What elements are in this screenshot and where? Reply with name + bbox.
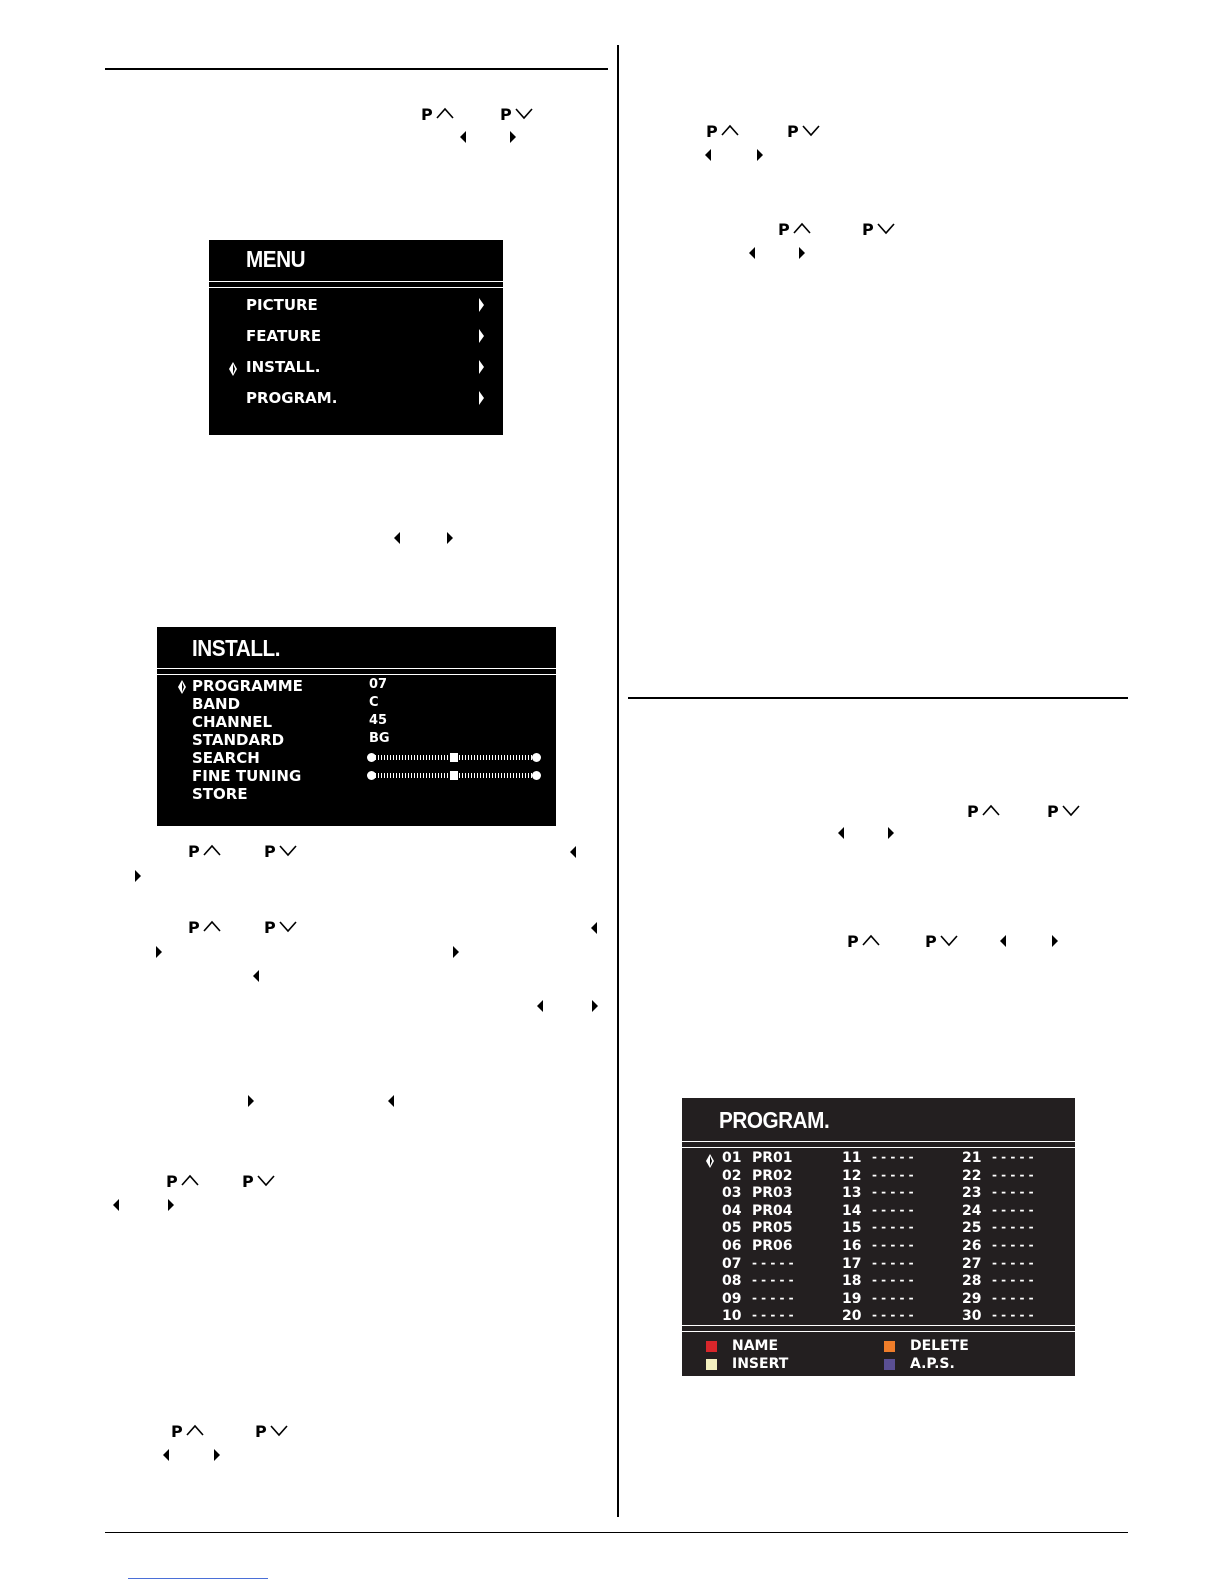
program-number: 11 [842, 1150, 862, 1166]
install-value: 45 [369, 713, 388, 728]
chevron-down-icon [257, 1173, 275, 1187]
color-key-swatch [884, 1359, 895, 1370]
program-number: 22 [962, 1167, 982, 1184]
chevron-up-icon [203, 843, 221, 857]
p-up-key [778, 221, 811, 239]
menu-item-picture[interactable]: PICTURE [246, 296, 318, 314]
program-name[interactable]: - - - - - [752, 1290, 794, 1305]
color-key-swatch [706, 1341, 717, 1352]
menu-item-program[interactable]: PROGRAM. [246, 389, 338, 407]
right-arrow-icon [510, 131, 516, 143]
legend-aps: A.P.S. [910, 1356, 955, 1372]
install-row-fine-tuning[interactable]: FINE TUNING [192, 767, 302, 785]
p-key-label: P [264, 842, 276, 861]
program-legend-divider [682, 1325, 1075, 1332]
program-number: 13 [842, 1185, 862, 1202]
left-arrow-icon [460, 131, 466, 143]
program-name[interactable]: - - - - - [872, 1308, 914, 1323]
p-key-label: P [925, 932, 937, 951]
chevron-up-icon [203, 919, 221, 933]
footer-link-underline [128, 1578, 268, 1579]
chevron-down-icon [515, 106, 533, 120]
program-number: 06 [722, 1238, 742, 1254]
legend-name: NAME [732, 1338, 779, 1354]
install-row-channel[interactable]: CHANNEL [192, 713, 273, 731]
program-name[interactable]: - - - - - [752, 1308, 794, 1323]
left-arrow-icon [253, 970, 259, 982]
program-number: 25 [962, 1220, 982, 1237]
program-name[interactable]: - - - - - [872, 1290, 914, 1305]
chevron-up-icon [186, 1423, 204, 1437]
p-down-key [862, 221, 895, 239]
submenu-arrow-icon [479, 329, 484, 343]
p-down-key [264, 919, 297, 937]
right-section-rule [628, 697, 1128, 699]
p-up-key [166, 1173, 199, 1191]
p-key-label: P [862, 220, 874, 239]
install-value: 07 [369, 677, 388, 692]
program-name[interactable]: PR01 [752, 1150, 793, 1166]
p-down-key [925, 933, 958, 951]
right-arrow-icon [214, 1449, 220, 1461]
selection-cursor-icon [706, 1153, 714, 1167]
program-number: 19 [842, 1290, 862, 1307]
menu-title-divider [209, 281, 503, 288]
install-osd [157, 627, 556, 826]
p-up-key [706, 123, 739, 141]
selection-cursor-icon [178, 679, 186, 693]
chevron-down-icon [1062, 803, 1080, 817]
legend-delete: DELETE [910, 1338, 969, 1354]
chevron-up-icon [436, 106, 454, 120]
program-number: 29 [962, 1290, 982, 1307]
program-number: 12 [842, 1167, 862, 1184]
program-number: 24 [962, 1202, 982, 1219]
program-number: 16 [842, 1238, 862, 1254]
p-key-label: P [242, 1172, 254, 1191]
program-number: 04 [722, 1202, 742, 1219]
program-name[interactable]: - - - - - [872, 1273, 914, 1288]
program-name[interactable]: - - - - - [872, 1185, 914, 1200]
program-name[interactable]: PR03 [752, 1185, 793, 1202]
chevron-up-icon [982, 803, 1000, 817]
program-number: 30 [962, 1308, 982, 1325]
program-number: 28 [962, 1273, 982, 1290]
left-arrow-icon [838, 827, 844, 839]
program-name[interactable]: - - - - - [752, 1273, 794, 1288]
bottom-rule [105, 1532, 1128, 1533]
column-divider [617, 45, 619, 1517]
program-name[interactable]: - - - - - [872, 1220, 914, 1235]
submenu-arrow-icon [479, 360, 484, 374]
right-arrow-icon [156, 946, 162, 958]
program-osd [682, 1098, 1075, 1376]
p-down-key [1047, 803, 1080, 821]
p-key-label: P [255, 1422, 267, 1441]
program-name[interactable]: PR04 [752, 1202, 793, 1219]
left-arrow-icon [591, 922, 597, 934]
top-left-rule [105, 68, 608, 70]
chevron-down-icon [279, 843, 297, 857]
program-number: 05 [722, 1220, 742, 1237]
fine-tuning-slider[interactable] [367, 771, 541, 780]
program-name[interactable]: - - - - - [992, 1238, 1034, 1252]
program-name[interactable]: - - - - - [992, 1308, 1034, 1323]
program-number: 23 [962, 1185, 982, 1202]
program-name[interactable]: PR06 [752, 1238, 793, 1254]
slider-knob[interactable] [449, 752, 459, 763]
program-number: 08 [722, 1273, 742, 1290]
p-up-key [847, 933, 880, 951]
program-title: PROGRAM. [719, 1107, 830, 1133]
program-number: 21 [962, 1150, 982, 1166]
install-row-band[interactable]: BAND [192, 695, 241, 713]
menu-item-feature[interactable]: FEATURE [246, 327, 322, 345]
p-key-label: P [188, 918, 200, 937]
p-key-label: P [967, 802, 979, 821]
legend-insert: INSERT [732, 1356, 789, 1372]
chevron-down-icon [802, 123, 820, 137]
left-arrow-icon [113, 1199, 119, 1211]
right-arrow-icon [447, 532, 453, 544]
right-arrow-icon [453, 946, 459, 958]
right-arrow-icon [1052, 935, 1058, 947]
submenu-arrow-icon [479, 298, 484, 312]
p-key-label: P [421, 105, 433, 124]
program-number: 14 [842, 1202, 862, 1219]
program-number: 07 [722, 1255, 742, 1272]
right-arrow-icon [592, 1000, 598, 1012]
p-down-key [255, 1423, 288, 1441]
chevron-down-icon [279, 919, 297, 933]
program-name[interactable]: - - - - - [992, 1273, 1034, 1288]
left-arrow-icon [537, 1000, 543, 1012]
menu-osd [209, 240, 503, 435]
p-key-label: P [166, 1172, 178, 1191]
p-up-key [171, 1423, 204, 1441]
program-number: 01 [722, 1150, 742, 1166]
left-arrow-icon [705, 149, 711, 161]
program-name[interactable]: - - - - - [992, 1185, 1034, 1200]
right-arrow-icon [888, 827, 894, 839]
install-value: C [369, 695, 379, 710]
program-name[interactable]: - - - - - [992, 1202, 1034, 1217]
program-name[interactable]: - - - - - [872, 1202, 914, 1217]
selection-cursor-icon [229, 361, 237, 375]
install-row-store[interactable]: STORE [192, 785, 248, 803]
install-row-programme[interactable]: PROGRAMME [192, 677, 303, 695]
program-name[interactable]: - - - - - [992, 1255, 1034, 1270]
slider-minus-icon [367, 771, 376, 780]
p-key-label: P [1047, 802, 1059, 821]
right-arrow-icon [135, 870, 141, 882]
p-key-label: P [264, 918, 276, 937]
program-number: 09 [722, 1290, 742, 1307]
program-name[interactable]: - - - - - [992, 1290, 1034, 1305]
program-name[interactable]: - - - - - [752, 1255, 794, 1270]
chevron-down-icon [877, 221, 895, 235]
right-arrow-icon [248, 1095, 254, 1107]
left-arrow-icon [570, 846, 576, 858]
right-arrow-icon [168, 1199, 174, 1211]
program-name[interactable]: PR02 [752, 1167, 793, 1184]
chevron-up-icon [793, 221, 811, 235]
program-name[interactable]: - - - - - [872, 1238, 914, 1252]
p-key-label: P [787, 122, 799, 141]
p-up-key [967, 803, 1000, 821]
menu-item-install[interactable]: INSTALL. [246, 358, 321, 376]
chevron-up-icon [721, 123, 739, 137]
left-arrow-icon [163, 1449, 169, 1461]
left-arrow-icon [1000, 935, 1006, 947]
program-number: 10 [722, 1308, 742, 1325]
right-arrow-icon [799, 247, 805, 259]
slider-plus-icon [532, 771, 541, 780]
p-key-label: P [500, 105, 512, 124]
p-down-key [500, 106, 533, 124]
p-key-label: P [847, 932, 859, 951]
p-down-key [787, 123, 820, 141]
program-title-divider [682, 1141, 1075, 1148]
p-up-key [188, 843, 221, 861]
left-arrow-icon [394, 532, 400, 544]
chevron-up-icon [181, 1173, 199, 1187]
program-name[interactable]: PR05 [752, 1220, 793, 1237]
program-number: 02 [722, 1167, 742, 1184]
program-name[interactable]: - - - - - [872, 1150, 914, 1164]
right-arrow-icon [757, 149, 763, 161]
p-up-key [188, 919, 221, 937]
p-key-label: P [171, 1422, 183, 1441]
program-name[interactable]: - - - - - [872, 1167, 914, 1182]
program-name[interactable]: - - - - - [872, 1255, 914, 1270]
program-number: 18 [842, 1273, 862, 1290]
menu-title: MENU [246, 246, 306, 272]
search-slider[interactable] [367, 753, 541, 762]
install-title: INSTALL. [192, 635, 281, 661]
left-arrow-icon [388, 1095, 394, 1107]
program-name[interactable]: - - - - - [992, 1167, 1034, 1182]
slider-knob[interactable] [449, 770, 459, 781]
slider-plus-icon [532, 753, 541, 762]
program-name[interactable]: - - - - - [992, 1150, 1034, 1164]
program-number: 15 [842, 1220, 862, 1237]
color-key-swatch [706, 1359, 717, 1370]
program-number: 27 [962, 1255, 982, 1272]
program-number: 17 [842, 1255, 862, 1272]
slider-minus-icon [367, 753, 376, 762]
install-title-divider [157, 668, 556, 675]
p-key-label: P [706, 122, 718, 141]
p-up-key [421, 106, 454, 124]
program-number: 26 [962, 1238, 982, 1254]
p-key-label: P [188, 842, 200, 861]
color-key-swatch [884, 1341, 895, 1352]
install-row-search[interactable]: SEARCH [192, 749, 260, 767]
p-key-label: P [778, 220, 790, 239]
chevron-down-icon [270, 1423, 288, 1437]
submenu-arrow-icon [479, 391, 484, 405]
program-number: 03 [722, 1185, 742, 1202]
p-down-key [264, 843, 297, 861]
chevron-down-icon [940, 933, 958, 947]
program-number: 20 [842, 1308, 862, 1325]
program-name[interactable]: - - - - - [992, 1220, 1034, 1235]
chevron-up-icon [862, 933, 880, 947]
install-row-standard[interactable]: STANDARD [192, 731, 285, 749]
install-value: BG [369, 731, 390, 746]
left-arrow-icon [749, 247, 755, 259]
p-down-key [242, 1173, 275, 1191]
